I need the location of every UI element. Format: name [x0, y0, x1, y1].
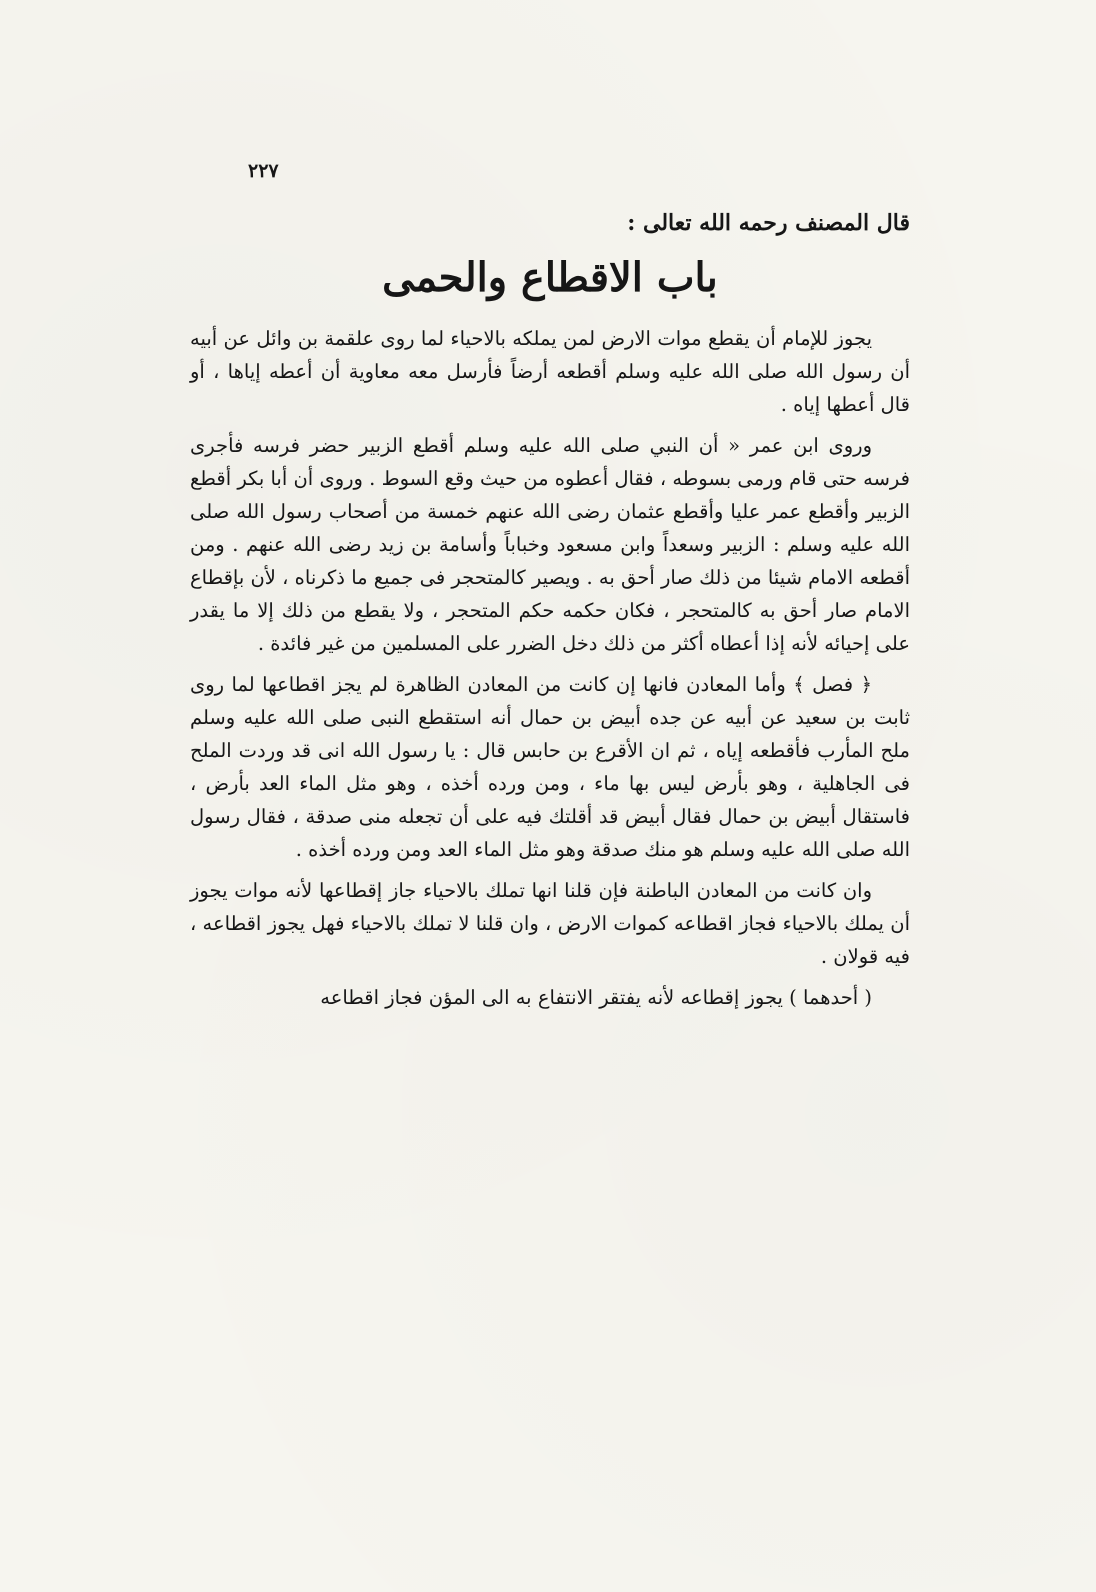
chapter-title: باب الاقطاع والحمى: [382, 254, 718, 301]
page-number: ٢٢٧: [248, 160, 279, 182]
paragraph-1: يجوز للإمام أن يقطع موات الارض لمن يملكه بالاحياء لما روى علقمة بن وائل عن أبيه أن رسول الله صلى الله عليه وسلم أقطعه أرضاً فأرسل معه معاوية أن أعطه إياها ، أو قال أعطها إياه .: [190, 327, 910, 416]
author-line: قال المصنف رحمه الله تعالى :: [627, 210, 910, 236]
paragraph-4: وان كانت من المعادن الباطنة فإن قلنا انها تملك بالاحياء جاز إقطاعها لأنه موات يجوز أن يملك بالاحياء فجاز اقطاعه كموات الارض ، وان قلنا لا تملك بالاحياء فهل يجوز اقطاعه ، فيه قولان .: [190, 879, 910, 968]
paragraph-3: ﴿ فصل ﴾ وأما المعادن فانها إن كانت من المعادن الظاهرة لم يجز اقطاعها لما روى ثابت بن سعيد عن أبيه عن جده أبيض بن حمال أنه استقطع النبى صلى الله عليه وسلم ملح المأرب فأقطعه إياه ، ثم ان الأقرع بن حابس قال : يا رسول الله انى قد وردت الملح فى الجاهلية ، وهو بأرض ليس بها ماء ، ومن ورده أخذه ، وهو مثل الماء العد بأرض ، فاستقال أبيض بن حمال فقال أبيض قد أقلتك فيه على أن تجعله منى صدقة ، فقال رسول الله صلى الله عليه وسلم هو منك صدقة وهو مثل الماء العد ومن ورده أخذه .: [190, 673, 910, 861]
page-body: [190, 210, 910, 1022]
paragraph-5: ( أحدهما ) يجوز إقطاعه لأنه يفتقر الانتفاع به الى المؤن فجاز اقطاعه: [320, 986, 872, 1009]
paragraph-2: وروى ابن عمر « أن النبي صلى الله عليه وسلم أقطع الزبير حضر فرسه فأجرى فرسه حتى قام ورمى بسوطه ، فقال أعطوه من حيث وقع السوط . وروى أن أبا بكر أقطع الزبير وأقطع عمر عليا وأقطع عثمان رضى الله عنهم خمسة من أصحاب رسول الله صلى الله عليه وسلم : الزبير وسعداً وابن مسعود وخباباً وأسامة بن زيد رضى الله عنهم . ومن أقطعه الامام شيئا من ذلك صار أحق به . ويصير كالمتحجر فى جميع ما ذكرناه ، لأن بإقطاع الامام صار أحق به كالمتحجر ، فكان حكمه حكم المتحجر ، ولا يقطع من ذلك إلا ما يقدر على إحيائه لأنه إذا أعطاه أكثر من ذلك دخل الضرر على المسلمين من غير فائدة .: [190, 434, 910, 655]
